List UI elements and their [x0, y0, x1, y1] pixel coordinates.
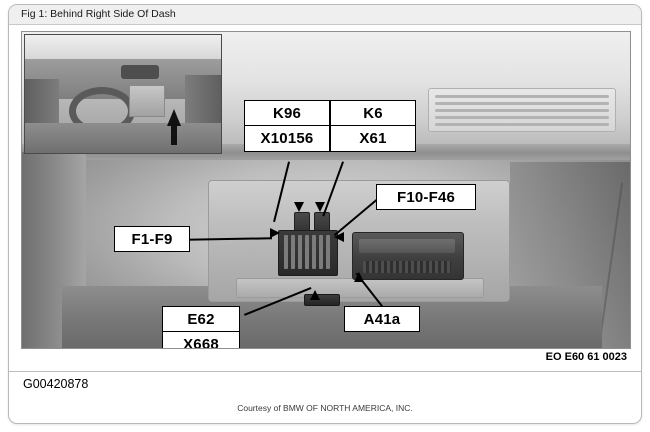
- callout-e62-group: [162, 306, 240, 349]
- inset-center-stack: [129, 85, 165, 117]
- inset-location-arrow-icon: [167, 109, 181, 126]
- arrowhead-a41a: [354, 272, 364, 282]
- control-module-f10-f46-component: [352, 232, 464, 280]
- inset-location-arrow-stem: [171, 123, 177, 145]
- dash-photo: [21, 31, 631, 349]
- callout-e62: E62: [162, 306, 240, 332]
- courtesy-notice: Courtesy of BMW OF NORTH AMERICA, INC.: [237, 403, 413, 413]
- fuse-carrier-f1-f9-component: [278, 230, 338, 276]
- callout-x10156: X10156: [244, 126, 330, 152]
- inset-floor: [25, 123, 221, 153]
- arrowhead-f1-f9: [270, 228, 280, 238]
- document-id: G00420878: [23, 377, 89, 391]
- arrowhead-e62: [310, 290, 320, 300]
- callout-k6: K6: [330, 100, 416, 126]
- callout-f10-f46: F10-F46: [376, 184, 476, 210]
- callout-a41a: A41a: [344, 306, 420, 332]
- callout-f1-f9: F1-F9: [114, 226, 190, 252]
- interior-overview-thumbnail: [24, 34, 222, 154]
- figure-frame: [8, 4, 642, 424]
- callout-k96-group: [244, 100, 330, 152]
- footer-divider: [9, 371, 641, 372]
- figure-caption: Fig 1: Behind Right Side Of Dash: [21, 8, 176, 20]
- dash-vent-block: [428, 88, 616, 132]
- module-lid: [359, 239, 455, 253]
- callout-k96: K96: [244, 100, 330, 126]
- inset-instrument-cluster: [121, 65, 159, 79]
- callout-x61: X61: [330, 126, 416, 152]
- arrowhead-f10-f46: [334, 232, 344, 242]
- arrowhead-k6: [315, 202, 325, 212]
- eo-code: EO E60 61 0023: [545, 351, 627, 363]
- module-grill: [363, 261, 451, 273]
- callout-k6-group: [330, 100, 416, 152]
- inset-windshield: [25, 35, 221, 61]
- callout-x668: X668: [162, 332, 240, 349]
- arrowhead-k96: [294, 202, 304, 212]
